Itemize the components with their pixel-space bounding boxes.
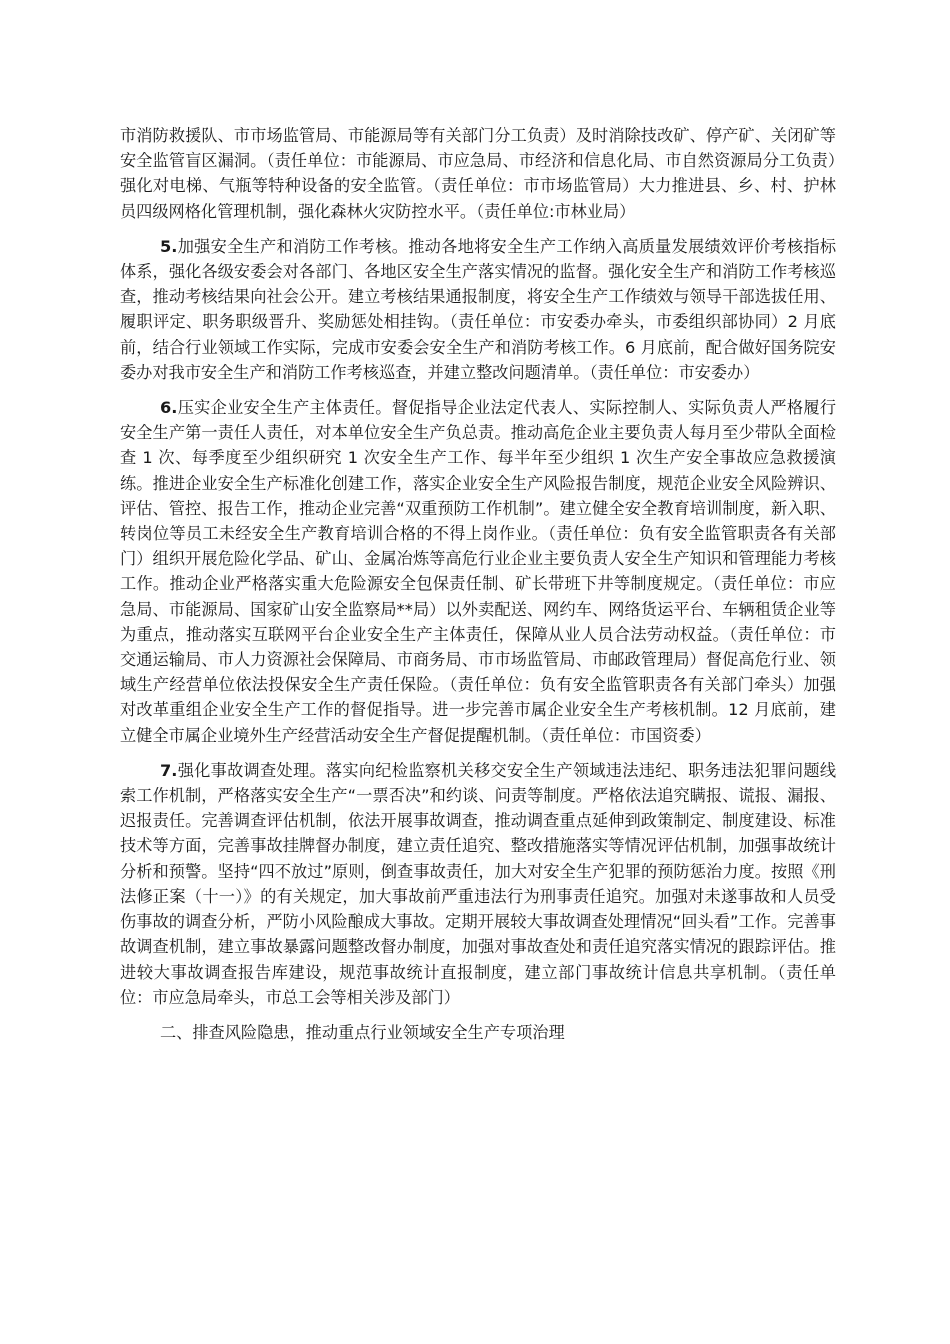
paragraph-text: 推动各地将安全生产工作纳入高质量发展绩效评价考核指标体系，强化各级安委会对各部门、各地区安全生产落实情况的监督。强化安全生产和消防工作考核巡查，推动考核结果向社会公开。建立考核结果通报制度，将安全生产工作绩效与领导干部选拔任用、履职评定、职务职级晋升、奖励惩处相挂钩。（责任单位：市安委办牵头，市委组织部协同）2 月底前，结合行业领域工作实际，完成市安委会安全生产和消防考核工作。6 月底前，配合做好国务院安委办对我市安全生产和消防工作考核巡查，并建立整改问题清单。（责任单位：市安委办） (120, 236, 837, 382)
item-number: 6. (160, 398, 178, 418)
paragraph-text: 督促指导企业法定代表人、实际控制人、实际负责人严格履行安全生产第一责任人责任，对本单位安全生产负总责。推动高危企业主要负责人每月至少带队全面检查 1 次、每季度至少组织研究 1 次安全生产工作、每半年至少组织 1 次生产安全事故应急救援演练。推进企业安全生产标准化创建工作，落实企业安全生产风险报告制度，规范企业安全风险辨识、评估、管控、报告工作，推动企业完善“双重预防工作机制”。建立健全安全教育培训制度，新入职、转岗位等员工未经安全生产教育培训合格的不得上岗作业。（责任单位：负有安全监管职责各有关部门）组织开展危险化学品、矿山、金属冶炼等高危行业企业主要负责人安全生产知识和管理能力考核工作。推动企业严格落实重大危险源安全包保责任制、矿长带班下井等制度规定。（责任单位：市应急局、市能源局、国家矿山安全监察局**局）以外卖配送、网约车、网络货运平台、车辆租赁企业等为重点，推动落实互联网平台企业安全生产主体责任，保障从业人员合法劳动权益。（责任单位：市交通运输局、市人力资源社会保障局、市商务局、市市场监管局、市邮政管理局）督促高危行业、领域生产经营单位依法投保安全生产责任保险。（责任单位：负有安全监管职责各有关部门牵头）加强对改革重组企业安全生产工作的督促指导。进一步完善市属企业安全生产考核机制。12 月底前，建立健全市属企业境外生产经营活动安全生产督促提醒机制。（责任单位：市国资委） (120, 398, 837, 745)
paragraph-continued (120, 123, 836, 224)
item-title: 加强安全生产和消防工作考核。 (177, 236, 409, 256)
paragraph-item-5 (120, 234, 836, 385)
item-number: 5. (160, 236, 178, 256)
item-title: 压实企业安全生产主体责任。 (177, 398, 392, 418)
item-number: 7. (160, 760, 178, 780)
paragraph-item-7 (120, 758, 836, 1010)
paragraph-text: 落实向纪检监察机关移交安全生产领域违法违纪、职务违法犯罪问题线索工作机制，严格落实安全生产“一票否决”和约谈、问责等制度。严格依法追究瞒报、谎报、漏报、迟报责任。完善调查评估机制，依法开展事故调查，推动调查重点延伸到政策制定、制度建设、标准技术等方面，完善事故挂牌督办制度，建立责任追究、整改措施落实等情况评估机制，加强事故统计分析和预警。坚持“四不放过”原则，倒查事故责任，加大对安全生产犯罪的预防惩治力度。按照《刑法修正案（十一）》的有关规定，加大事故前严重违法行为刑事责任追究。加强对未遂事故和人员受伤事故的调查分析，严防小风险酿成大事故。定期开展较大事故调查处理情况“回头看”工作。完善事故调查机制，建立事故暴露问题整改督办制度，加强对事故查处和责任追究落实情况的跟踪评估。推进较大事故调查报告库建设，规范事故统计直报制度，建立部门事故统计信息共享机制。（责任单位：市应急局牵头，市总工会等相关涉及部门） (120, 760, 837, 1007)
item-title: 强化事故调查处理。 (177, 760, 326, 780)
section-heading: 二、排查风险隐患，推动重点行业领域安全生产专项治理 (160, 1022, 565, 1042)
document-page (120, 123, 836, 1045)
paragraph-text: 市消防救援队、市市场监管局、市能源局等有关部门分工负责）及时消除技改矿、停产矿、关闭矿等安全监管盲区漏洞。（责任单位：市能源局、市应急局、市经济和信息化局、市自然资源局分工负责）强化对电梯、气瓶等特种设备的安全监管。（责任单位：市市场监管局）大力推进县、乡、村、护林员四级网格化管理机制，强化森林火灾防控水平。（责任单位:市林业局） (120, 126, 836, 221)
paragraph-item-6 (120, 395, 836, 748)
